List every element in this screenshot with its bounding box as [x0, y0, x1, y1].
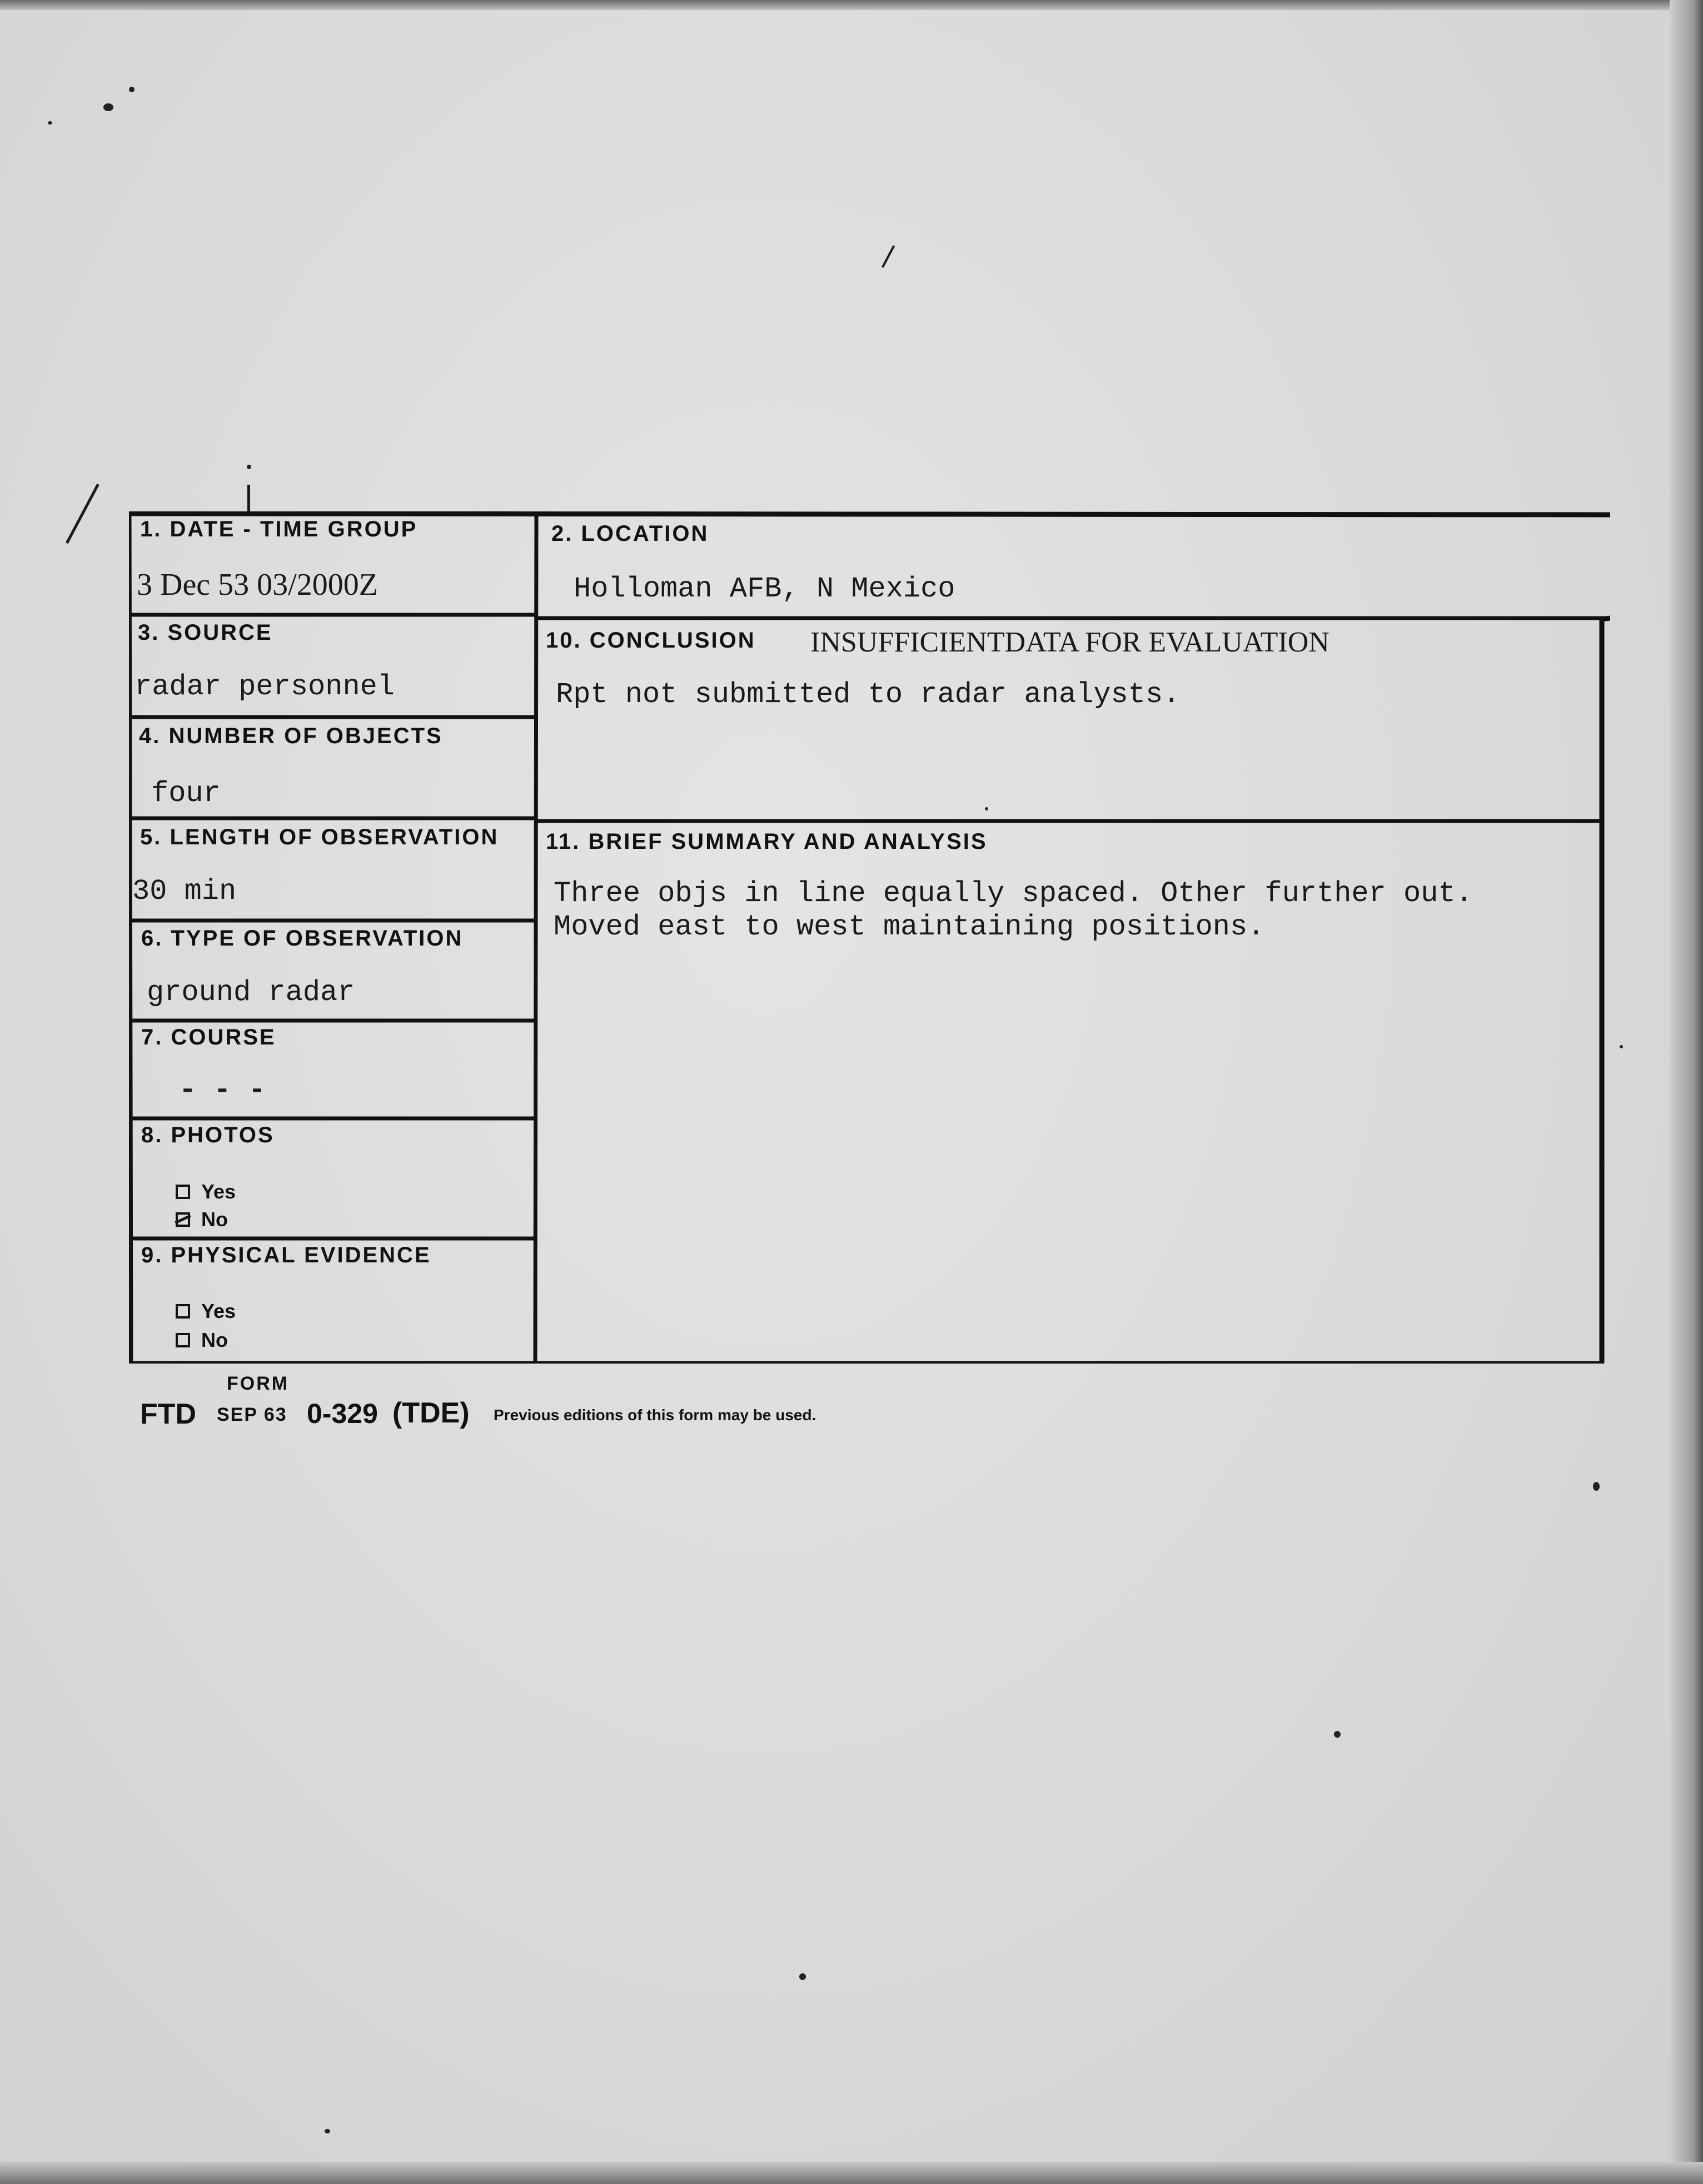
date-time-group-label: 1. DATE - TIME GROUP	[140, 517, 418, 541]
photos-yes-option[interactable]	[176, 1180, 236, 1203]
scan-edge-top	[0, 0, 1703, 10]
pen-mark	[247, 485, 250, 511]
course-label: 7. COURSE	[141, 1025, 276, 1049]
brief-summary-line: Three objs in line equally spaced. Other further out.	[554, 877, 1473, 910]
form-date: SEP 63	[217, 1404, 287, 1425]
conclusion-label: 10. CONCLUSION	[546, 628, 756, 653]
conclusion-value: INSUFFICIENTDATA FOR EVALUATION	[810, 626, 1329, 658]
physical-evidence-no-checkbox[interactable]	[176, 1333, 190, 1347]
length-of-observation-label: 5. LENGTH OF OBSERVATION	[140, 825, 499, 849]
photos-yes-label: Yes	[201, 1180, 236, 1203]
type-of-observation-label: 6. TYPE OF OBSERVATION	[141, 926, 464, 951]
physical-evidence-label: 9. PHYSICAL EVIDENCE	[141, 1243, 431, 1267]
project-card-form	[129, 511, 1610, 1364]
physical-evidence-no-option[interactable]	[176, 1329, 228, 1352]
physical-evidence-yes-label: Yes	[201, 1300, 236, 1322]
scan-speck	[247, 465, 251, 469]
ftd-code: FTD	[140, 1398, 197, 1430]
course-value: - - -	[179, 1074, 266, 1107]
photos-no-option[interactable]	[176, 1208, 228, 1231]
scan-speck	[799, 1973, 806, 1980]
brief-summary-line: Moved east to west maintaining positions.	[554, 911, 1265, 943]
scan-scratch	[882, 245, 895, 268]
photos-yes-checkbox[interactable]	[176, 1185, 190, 1199]
form-notice: Previous editions of this form may be used.	[494, 1406, 816, 1424]
scan-edge-bottom	[0, 2162, 1703, 2184]
physical-evidence-yes-option[interactable]	[176, 1300, 236, 1323]
scan-speck	[103, 103, 113, 111]
date-time-group-value: 3 Dec 53 03/2000Z	[137, 568, 378, 602]
source-value: radar personnel	[135, 670, 395, 703]
source-label: 3. SOURCE	[138, 620, 273, 645]
form-footer	[140, 1373, 974, 1434]
scan-speck	[48, 121, 52, 125]
photos-no-label: No	[201, 1208, 228, 1231]
scan-speck	[129, 87, 135, 92]
scan-speck	[1593, 1482, 1600, 1491]
scan-edge-right	[1670, 0, 1703, 2184]
brief-summary-text	[554, 877, 1473, 944]
form-number: 0-329	[307, 1398, 378, 1429]
scan-speck	[325, 2129, 330, 2133]
type-of-observation-value: ground radar	[147, 976, 355, 1009]
form-office: (TDE)	[392, 1397, 470, 1429]
photos-no-checkbox[interactable]	[176, 1212, 190, 1227]
scan-speck	[1334, 1731, 1341, 1738]
length-of-observation-value: 30 min	[132, 875, 237, 908]
number-of-objects-value: four	[151, 777, 221, 810]
physical-evidence-no-label: No	[201, 1329, 228, 1351]
form-word: FORM	[227, 1373, 290, 1394]
pen-mark	[66, 484, 99, 544]
photos-label: 8. PHOTOS	[141, 1123, 275, 1147]
number-of-objects-label: 4. NUMBER OF OBJECTS	[139, 724, 443, 748]
scan-speck	[1620, 1045, 1623, 1048]
location-value: Holloman AFB, N Mexico	[574, 573, 955, 605]
location-label: 2. LOCATION	[551, 521, 709, 546]
conclusion-note: Rpt not submitted to radar analysts.	[556, 678, 1181, 711]
brief-summary-label: 11. BRIEF SUMMARY AND ANALYSIS	[546, 829, 988, 854]
physical-evidence-yes-checkbox[interactable]	[176, 1304, 190, 1319]
